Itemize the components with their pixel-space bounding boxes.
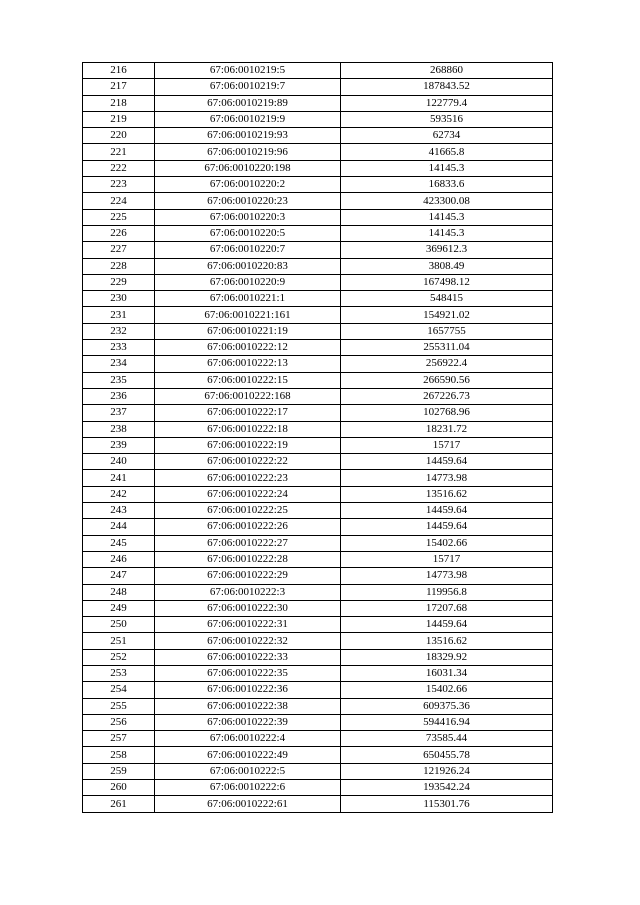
- cadastral-number-cell: 67:06:0010221:19: [155, 323, 341, 339]
- value-cell: 548415: [341, 291, 553, 307]
- value-cell: 15402.66: [341, 535, 553, 551]
- table-row: [83, 307, 553, 323]
- value-cell: 14145.3: [341, 160, 553, 176]
- cadastral-number-cell: 67:06:0010219:93: [155, 128, 341, 144]
- cadastral-number-cell: 67:06:0010220:198: [155, 160, 341, 176]
- value-cell: 122779.4: [341, 95, 553, 111]
- value-cell: 609375.36: [341, 698, 553, 714]
- value-cell: 14459.64: [341, 617, 553, 633]
- row-number-cell: 218: [83, 95, 155, 111]
- row-number-cell: 255: [83, 698, 155, 714]
- cadastral-number-cell: 67:06:0010222:168: [155, 388, 341, 404]
- cadastral-number-cell: 67:06:0010222:36: [155, 682, 341, 698]
- row-number-cell: 234: [83, 356, 155, 372]
- row-number-cell: 242: [83, 486, 155, 502]
- value-cell: 16833.6: [341, 177, 553, 193]
- table-row: [83, 503, 553, 519]
- value-cell: 594416.94: [341, 714, 553, 730]
- table-row: [83, 454, 553, 470]
- cadastral-number-cell: 67:06:0010222:26: [155, 519, 341, 535]
- value-cell: 14459.64: [341, 454, 553, 470]
- row-number-cell: 217: [83, 79, 155, 95]
- cadastral-number-cell: 67:06:0010222:3: [155, 584, 341, 600]
- table-row: [83, 193, 553, 209]
- table-row: [83, 356, 553, 372]
- table-row: [83, 160, 553, 176]
- row-number-cell: 219: [83, 111, 155, 127]
- value-cell: 14773.98: [341, 470, 553, 486]
- value-cell: 14145.3: [341, 225, 553, 241]
- row-number-cell: 256: [83, 714, 155, 730]
- table-row: [83, 633, 553, 649]
- value-cell: 18231.72: [341, 421, 553, 437]
- cadastral-number-cell: 67:06:0010222:49: [155, 747, 341, 763]
- row-number-cell: 258: [83, 747, 155, 763]
- cadastral-number-cell: 67:06:0010220:5: [155, 225, 341, 241]
- cadastral-number-cell: 67:06:0010222:30: [155, 600, 341, 616]
- value-cell: 593516: [341, 111, 553, 127]
- table-row: [83, 144, 553, 160]
- value-cell: 369612.3: [341, 242, 553, 258]
- row-number-cell: 261: [83, 796, 155, 812]
- row-number-cell: 245: [83, 535, 155, 551]
- value-cell: 119956.8: [341, 584, 553, 600]
- row-number-cell: 231: [83, 307, 155, 323]
- table-row: [83, 323, 553, 339]
- row-number-cell: 239: [83, 437, 155, 453]
- table-row: [83, 731, 553, 747]
- value-cell: 73585.44: [341, 731, 553, 747]
- row-number-cell: 254: [83, 682, 155, 698]
- cadastral-value-table: [82, 62, 553, 813]
- cadastral-number-cell: 67:06:0010221:161: [155, 307, 341, 323]
- cadastral-number-cell: 67:06:0010222:17: [155, 405, 341, 421]
- value-cell: 115301.76: [341, 796, 553, 812]
- row-number-cell: 246: [83, 551, 155, 567]
- value-cell: 102768.96: [341, 405, 553, 421]
- value-cell: 62734: [341, 128, 553, 144]
- row-number-cell: 244: [83, 519, 155, 535]
- table-row: [83, 780, 553, 796]
- row-number-cell: 250: [83, 617, 155, 633]
- row-number-cell: 230: [83, 291, 155, 307]
- table-row: [83, 111, 553, 127]
- value-cell: 18329.92: [341, 649, 553, 665]
- value-cell: 16031.34: [341, 665, 553, 681]
- cadastral-number-cell: 67:06:0010222:61: [155, 796, 341, 812]
- value-cell: 121926.24: [341, 763, 553, 779]
- row-number-cell: 252: [83, 649, 155, 665]
- cadastral-number-cell: 67:06:0010220:2: [155, 177, 341, 193]
- cadastral-number-cell: 67:06:0010222:28: [155, 551, 341, 567]
- table-row: [83, 242, 553, 258]
- table-row: [83, 584, 553, 600]
- table-row: [83, 79, 553, 95]
- table-row: [83, 63, 553, 79]
- row-number-cell: 257: [83, 731, 155, 747]
- value-cell: 154921.02: [341, 307, 553, 323]
- row-number-cell: 248: [83, 584, 155, 600]
- value-cell: 256922.4: [341, 356, 553, 372]
- table-row: [83, 600, 553, 616]
- cadastral-number-cell: 67:06:0010222:5: [155, 763, 341, 779]
- value-cell: 13516.62: [341, 633, 553, 649]
- cadastral-number-cell: 67:06:0010222:25: [155, 503, 341, 519]
- row-number-cell: 220: [83, 128, 155, 144]
- row-number-cell: 241: [83, 470, 155, 486]
- cadastral-number-cell: 67:06:0010220:9: [155, 274, 341, 290]
- table-row: [83, 551, 553, 567]
- row-number-cell: 223: [83, 177, 155, 193]
- value-cell: 3808.49: [341, 258, 553, 274]
- cadastral-number-cell: 67:06:0010222:13: [155, 356, 341, 372]
- table-row: [83, 291, 553, 307]
- value-cell: 14459.64: [341, 519, 553, 535]
- table-row: [83, 225, 553, 241]
- value-cell: 268860: [341, 63, 553, 79]
- row-number-cell: 226: [83, 225, 155, 241]
- cadastral-number-cell: 67:06:0010221:1: [155, 291, 341, 307]
- table-row: [83, 258, 553, 274]
- table-row: [83, 796, 553, 812]
- table-row: [83, 486, 553, 502]
- row-number-cell: 260: [83, 780, 155, 796]
- row-number-cell: 249: [83, 600, 155, 616]
- table-row: [83, 405, 553, 421]
- value-cell: 266590.56: [341, 372, 553, 388]
- value-cell: 423300.08: [341, 193, 553, 209]
- row-number-cell: 227: [83, 242, 155, 258]
- cadastral-number-cell: 67:06:0010222:31: [155, 617, 341, 633]
- cadastral-number-cell: 67:06:0010219:5: [155, 63, 341, 79]
- cadastral-number-cell: 67:06:0010219:96: [155, 144, 341, 160]
- table-row: [83, 177, 553, 193]
- row-number-cell: 225: [83, 209, 155, 225]
- table-row: [83, 95, 553, 111]
- table-row: [83, 649, 553, 665]
- value-cell: 187843.52: [341, 79, 553, 95]
- cadastral-number-cell: 67:06:0010222:4: [155, 731, 341, 747]
- cadastral-number-cell: 67:06:0010222:15: [155, 372, 341, 388]
- value-cell: 14145.3: [341, 209, 553, 225]
- cadastral-number-cell: 67:06:0010220:23: [155, 193, 341, 209]
- cadastral-number-cell: 67:06:0010220:7: [155, 242, 341, 258]
- cadastral-number-cell: 67:06:0010222:29: [155, 568, 341, 584]
- value-cell: 17207.68: [341, 600, 553, 616]
- cadastral-number-cell: 67:06:0010220:3: [155, 209, 341, 225]
- value-cell: 41665.8: [341, 144, 553, 160]
- table-row: [83, 698, 553, 714]
- row-number-cell: 259: [83, 763, 155, 779]
- cadastral-number-cell: 67:06:0010222:12: [155, 340, 341, 356]
- row-number-cell: 229: [83, 274, 155, 290]
- table-body: [83, 63, 553, 813]
- table-row: [83, 274, 553, 290]
- value-cell: 255311.04: [341, 340, 553, 356]
- row-number-cell: 238: [83, 421, 155, 437]
- table-row: [83, 617, 553, 633]
- row-number-cell: 237: [83, 405, 155, 421]
- cadastral-number-cell: 67:06:0010222:35: [155, 665, 341, 681]
- table-row: [83, 470, 553, 486]
- value-cell: 167498.12: [341, 274, 553, 290]
- row-number-cell: 240: [83, 454, 155, 470]
- table-row: [83, 519, 553, 535]
- table-row: [83, 568, 553, 584]
- row-number-cell: 224: [83, 193, 155, 209]
- cadastral-number-cell: 67:06:0010219:89: [155, 95, 341, 111]
- value-cell: 1657755: [341, 323, 553, 339]
- table-row: [83, 388, 553, 404]
- table-row: [83, 714, 553, 730]
- table-row: [83, 372, 553, 388]
- row-number-cell: 232: [83, 323, 155, 339]
- value-cell: 267226.73: [341, 388, 553, 404]
- row-number-cell: 247: [83, 568, 155, 584]
- row-number-cell: 228: [83, 258, 155, 274]
- row-number-cell: 251: [83, 633, 155, 649]
- cadastral-number-cell: 67:06:0010219:7: [155, 79, 341, 95]
- cadastral-number-cell: 67:06:0010219:9: [155, 111, 341, 127]
- row-number-cell: 236: [83, 388, 155, 404]
- row-number-cell: 221: [83, 144, 155, 160]
- cadastral-number-cell: 67:06:0010222:39: [155, 714, 341, 730]
- row-number-cell: 222: [83, 160, 155, 176]
- cadastral-number-cell: 67:06:0010222:6: [155, 780, 341, 796]
- row-number-cell: 243: [83, 503, 155, 519]
- table-row: [83, 535, 553, 551]
- table-row: [83, 437, 553, 453]
- cadastral-number-cell: 67:06:0010222:22: [155, 454, 341, 470]
- value-cell: 13516.62: [341, 486, 553, 502]
- value-cell: 193542.24: [341, 780, 553, 796]
- cadastral-number-cell: 67:06:0010222:24: [155, 486, 341, 502]
- cadastral-number-cell: 67:06:0010222:33: [155, 649, 341, 665]
- table-row: [83, 763, 553, 779]
- table-row: [83, 747, 553, 763]
- cadastral-number-cell: 67:06:0010222:23: [155, 470, 341, 486]
- value-cell: 15717: [341, 437, 553, 453]
- value-cell: 650455.78: [341, 747, 553, 763]
- value-cell: 15402.66: [341, 682, 553, 698]
- value-cell: 15717: [341, 551, 553, 567]
- value-cell: 14773.98: [341, 568, 553, 584]
- row-number-cell: 235: [83, 372, 155, 388]
- value-cell: 14459.64: [341, 503, 553, 519]
- cadastral-number-cell: 67:06:0010222:18: [155, 421, 341, 437]
- table-row: [83, 128, 553, 144]
- row-number-cell: 216: [83, 63, 155, 79]
- table-row: [83, 682, 553, 698]
- cadastral-number-cell: 67:06:0010220:83: [155, 258, 341, 274]
- table-row: [83, 421, 553, 437]
- row-number-cell: 253: [83, 665, 155, 681]
- row-number-cell: 233: [83, 340, 155, 356]
- table-row: [83, 209, 553, 225]
- cadastral-number-cell: 67:06:0010222:27: [155, 535, 341, 551]
- cadastral-number-cell: 67:06:0010222:38: [155, 698, 341, 714]
- cadastral-number-cell: 67:06:0010222:32: [155, 633, 341, 649]
- table-row: [83, 340, 553, 356]
- table-row: [83, 665, 553, 681]
- cadastral-number-cell: 67:06:0010222:19: [155, 437, 341, 453]
